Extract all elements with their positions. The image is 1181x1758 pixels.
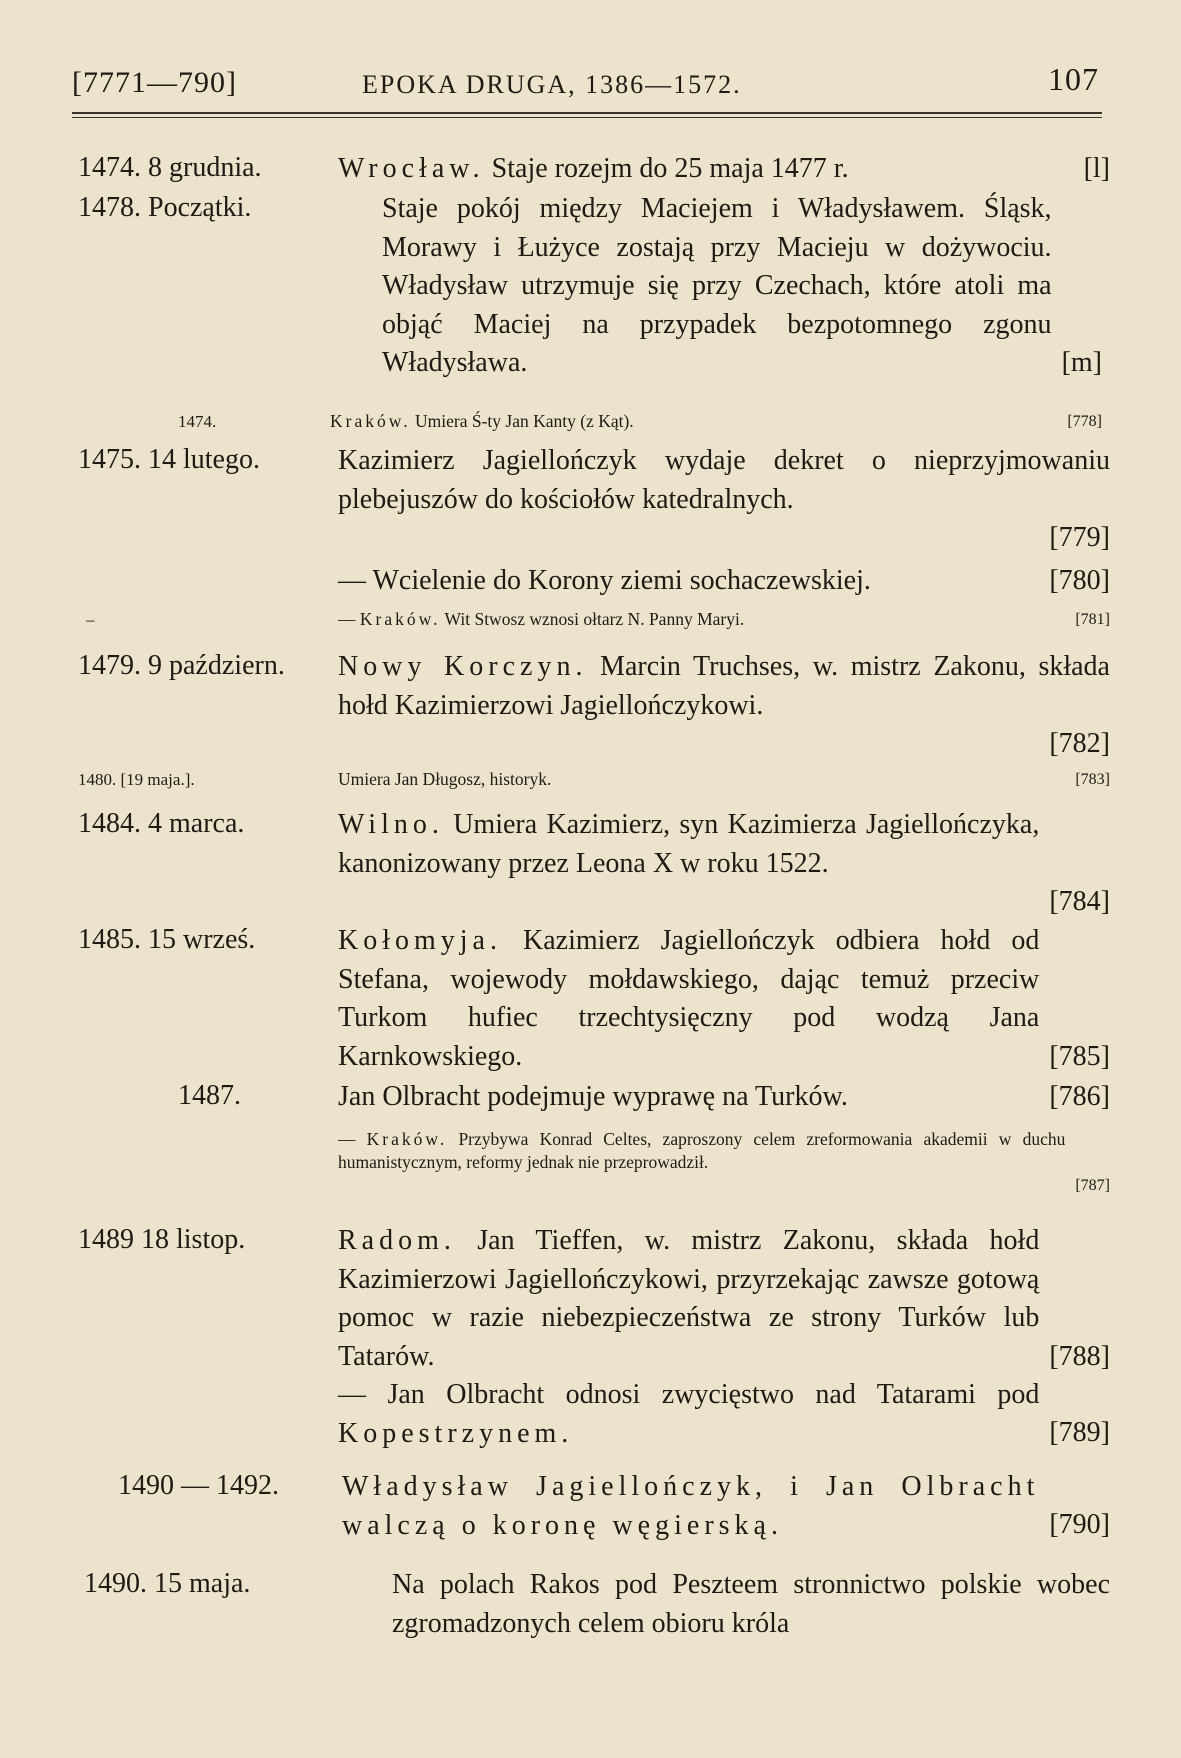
entry-body: Wit Stwosz wznosi ołtarz N. Panny Maryi.	[440, 609, 745, 629]
entry-body: Umiera Ś-ty Jan Kanty (z Kąt).	[410, 411, 634, 431]
entry-body: Przybywa Konrad Celtes, zaproszony celem zreformowania akademii w duchu humanistycznym, reformy jednak nie przeprowadził.	[338, 1129, 1066, 1172]
entry-text	[382, 190, 1102, 383]
entry-place: Wilno.	[338, 809, 444, 840]
entry-place: Kraków.	[359, 609, 441, 629]
entry-place: Kołomyja.	[338, 925, 502, 956]
entry-text	[338, 608, 1110, 631]
entry-date: 1487.	[178, 1080, 241, 1111]
entry-place: Nowy Korczyn.	[338, 651, 588, 682]
entry-text	[338, 442, 1110, 558]
entry-ref: [784]	[1049, 886, 1110, 917]
running-header	[72, 58, 1099, 108]
entry-text	[342, 1468, 1110, 1545]
entry-body: Staje pokój między Maciejem i Władysławem. Śląsk, Morawy i Łużyce zostają przy Macieju w dożywociu. Władysław utrzymuje się przy Czechach, które atoli ma objąć Maciej na przypadek bezpotomnego zgonu Władysława.	[382, 193, 1052, 378]
entry-body: Na polach Rakos pod Peszteem stronnictwo polskie wobec zgromadzonych celem obioru króla	[392, 1569, 1110, 1639]
entry-ref: [780]	[1049, 565, 1110, 596]
entry-place: Władysław Jagiellończyk, i Jan Olbracht walczą o koronę węgierską.	[342, 1471, 1040, 1541]
entry-place: Wrocław.	[338, 153, 485, 184]
running-title: EPOKA DRUGA, 1386—1572.	[362, 70, 742, 99]
entry-body: Staje rozejm do 25 maja 1477 r.	[484, 153, 849, 184]
header-rule	[72, 112, 1102, 118]
entry-ref: [783]	[1075, 771, 1110, 788]
entry-date: 1479. 9 październ.	[78, 650, 285, 681]
entry-ref: [787]	[1075, 1177, 1110, 1194]
entry-body: Jan Olbracht podejmuje wyprawę na Turków.	[338, 1081, 848, 1112]
entry-text	[338, 648, 1110, 764]
entry-text	[338, 922, 1110, 1077]
entry-prefix: —	[338, 609, 360, 629]
entry-ref: [778]	[1067, 413, 1102, 430]
entry-place: Kraków.	[330, 411, 411, 431]
entry-date: 1478. Początki.	[78, 192, 252, 223]
entry-body: — Jan Olbracht odnosi zwycięstwo nad Tatarami pod	[338, 1379, 1040, 1410]
entry-body: Jan Tieffen, w. mistrz Zakonu, składa hołd Kazimierzowi Jagiellończykowi, przyrzekając zawsze gotową pomoc w razie niebezpieczeństwa ze strony Turków lub Tatarów.	[338, 1225, 1040, 1372]
entry-ref: [789]	[1049, 1417, 1110, 1448]
entry-body: — Wcielenie do Korony ziemi sochaczewskiej.	[338, 565, 871, 596]
entry-body: Umiera Kazimierz, syn Kazimierza Jagiellończyka, kanonizowany przez Leona X w roku 1522.	[338, 809, 1040, 879]
entry-text	[392, 1566, 1110, 1643]
entry-date: 1490. 15 maja.	[84, 1568, 251, 1599]
entry-ref: [l]	[1083, 153, 1110, 184]
entry-date: 1490 — 1492.	[118, 1470, 279, 1501]
entry-place: Kopestrzynem.	[338, 1417, 574, 1449]
entry-text	[338, 150, 1110, 189]
entry-prefix: —	[338, 1129, 367, 1149]
entry-ref: [790]	[1049, 1509, 1110, 1540]
entry-ref: [781]	[1075, 611, 1110, 628]
entry-place: Radom.	[338, 1225, 456, 1256]
entry-range: [7771—790]	[72, 66, 237, 99]
entry-text	[338, 1222, 1110, 1377]
entry-text	[338, 768, 1110, 791]
entry-body: Marcin Truchses, w. mistrz Zakonu, składa hołd Kazimierzowi Jagiellończykowi.	[338, 651, 1110, 721]
entry-text	[330, 410, 1102, 433]
entry-date: 1489 18 listop.	[78, 1224, 246, 1255]
entry-text	[338, 1078, 1110, 1117]
entry-date: –	[86, 610, 95, 629]
entry-text	[338, 806, 1110, 922]
entry-date: 1480. [19 maja.].	[78, 770, 195, 789]
entry-text	[338, 1128, 1110, 1197]
entry-place: Kraków.	[366, 1129, 448, 1149]
entry-date: 1474.	[178, 412, 217, 431]
entry-ref: [788]	[1049, 1341, 1110, 1372]
entry-body: Umiera Jan Długosz, historyk.	[338, 769, 552, 789]
entry-date: 1474. 8 grudnia.	[78, 152, 262, 183]
page-number: 107	[1048, 61, 1099, 97]
entry-date: 1484. 4 marca.	[78, 808, 245, 839]
entry-body: Kazimierz Jagiellończyk odbiera hołd od Stefana, wojewody mołdawskiego, dając temuż przeciw Turkom hufiec trzechtysięczny pod wodzą Jana Karnkowskiego.	[338, 925, 1040, 1072]
entry-date: 1485. 15 wrześ.	[78, 924, 256, 955]
entry-ref: [779]	[1049, 522, 1110, 553]
entry-ref: [785]	[1049, 1041, 1110, 1072]
entry-ref: [786]	[1049, 1081, 1110, 1112]
entry-ref: [m]	[1061, 347, 1102, 378]
entry-ref: [782]	[1049, 728, 1110, 759]
entry-text	[338, 1376, 1110, 1453]
entry-text	[338, 562, 1110, 601]
entry-body: Kazimierz Jagiellończyk wydaje dekret o nieprzyjmowaniu plebejuszów do kościołów katedralnych.	[338, 445, 1110, 515]
entry-date: 1475. 14 lutego.	[78, 444, 260, 475]
